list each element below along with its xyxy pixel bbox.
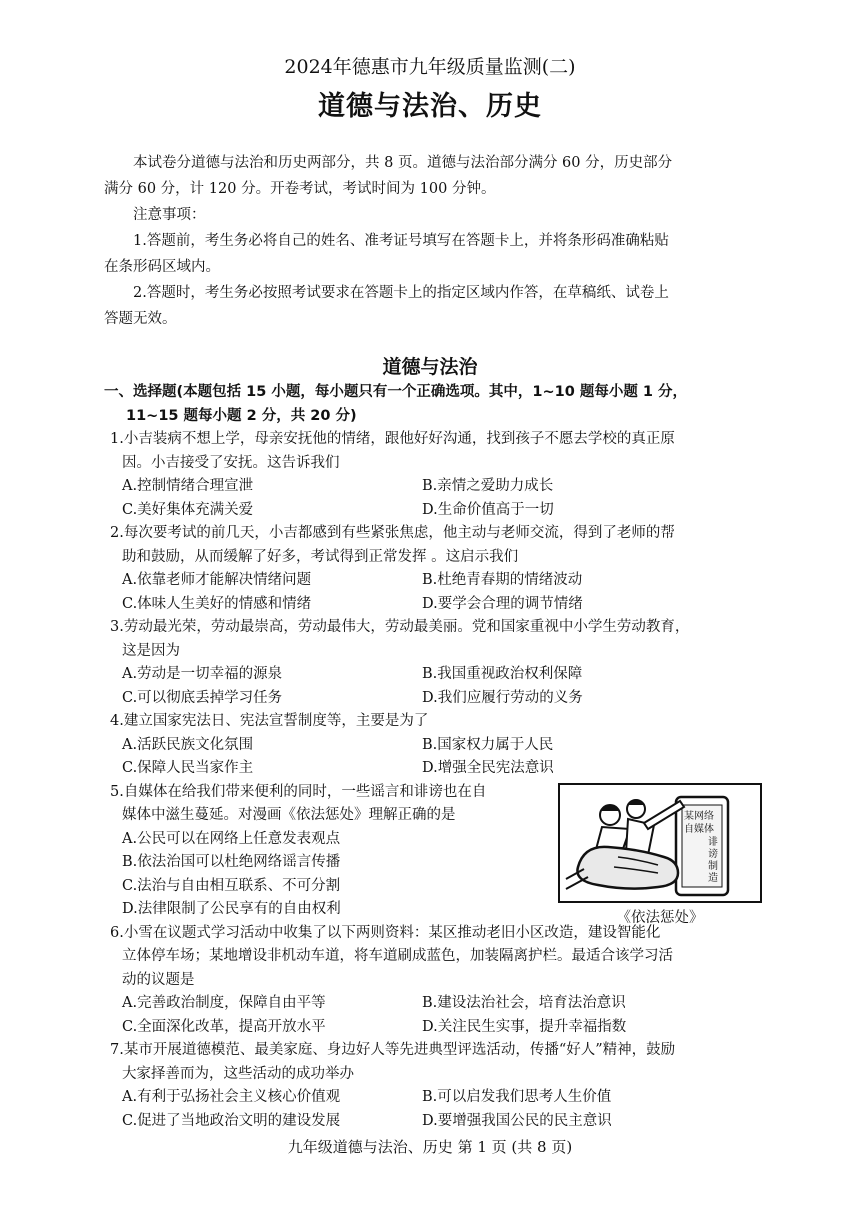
question-stem: 立体停车场；某地增设非机动车道，将车道刷成蓝色，加装隔离护栏。最适合该学习活 (122, 948, 673, 964)
option-a: A.依靠老师才能解决情绪问题 (122, 572, 312, 588)
question-stem: 2.每次要考试的前几天，小吉都感到有些紧张焦虑，他主动与老师交流，得到了老师的帮 (110, 525, 675, 541)
question-stem: 5.自媒体在给我们带来便利的同时，一些谣言和诽谤也在自 (110, 783, 487, 800)
cartoon-caption: 《依法惩处》 (616, 909, 704, 926)
cartoon-label: 自媒体 (684, 823, 714, 835)
notice-label: 注意事项： (133, 207, 206, 223)
option-b: B.杜绝青春期的情绪波动 (422, 572, 583, 588)
option-c: C.保障人民当家作主 (122, 760, 254, 776)
option-b: B.国家权力属于人民 (422, 736, 554, 753)
option-c: C.法治与自由相互联系、不可分割 (122, 877, 341, 894)
option-d: D.我们应履行劳动的义务 (422, 689, 583, 706)
question-6 (110, 922, 770, 1040)
question-list (110, 428, 770, 1133)
option-a: A.完善政治制度，保障自由平等 (122, 995, 326, 1011)
question-stem: 7.某市开展道德模范、最美家庭、身边好人等先进典型评选活动，传播“好人”精神，鼓励 (110, 1042, 676, 1058)
option-d: D.关注民生实事，提升幸福指数 (422, 1018, 627, 1035)
option-c: C.美好集体充满关爱 (122, 501, 254, 518)
question-stem: 6.小雪在议题式学习活动中收集了以下两则资料：某区推动老旧小区改造，建设智能化 (110, 924, 661, 941)
question-stem: 因。小吉接受了安抚。这告诉我们 (122, 454, 340, 471)
question-2 (110, 522, 770, 616)
question-stem: 媒体中滋生蔓延。对漫画《依法惩处》理解正确的是 (122, 807, 456, 823)
option-d: D.生命价值高于一切 (422, 501, 554, 518)
exam-subtitle: 2024年德惠市九年级质量监测(二) (284, 56, 576, 78)
option-a: A.劳动是一切幸福的源泉 (122, 666, 283, 682)
question-stem: 动的议题是 (122, 971, 195, 988)
part-title-line: 一、选择题(本题包括 15 小题，每小题只有一个正确选项。其中，1~10 题每小题 1 分， (104, 384, 688, 400)
question-4 (110, 710, 770, 781)
option-b: B.依法治国可以杜绝网络谣言传播 (122, 854, 341, 870)
cartoon-label: 制 (708, 860, 718, 872)
cartoon-label: 诽 (708, 836, 718, 848)
option-a: A.活跃民族文化氛围 (122, 736, 254, 753)
question-stem: 大家择善而为，这些活动的成功举办 (122, 1065, 354, 1082)
option-a: A.有利于弘扬社会主义核心价值观 (122, 1089, 341, 1105)
option-a: A.控制情绪合理宣泄 (122, 478, 254, 494)
cartoon-label: 某网络 (684, 810, 714, 822)
option-b: B.我国重视政治权利保障 (422, 666, 583, 682)
cartoon-label: 谤 (708, 848, 718, 860)
option-a: A.公民可以在网络上任意发表观点 (122, 830, 341, 847)
question-7 (110, 1039, 770, 1133)
notice-item: 在条形码区域内。 (104, 259, 220, 275)
question-5 (110, 781, 770, 926)
option-d: D.要学会合理的调节情绪 (422, 595, 583, 612)
option-d: D.法律限制了公民享有的自由权利 (122, 901, 341, 917)
question-stem: 助和鼓励，从而缓解了好多，考试得到正常发挥 。这启示我们 (122, 548, 519, 565)
option-b: B.亲情之爱助力成长 (422, 478, 554, 494)
part-title (104, 380, 784, 428)
question-stem: 3.劳动最光荣，劳动最崇高，劳动最伟大，劳动最美丽。党和国家重视中小学生劳动教育， (110, 619, 690, 635)
option-c: C.促进了当地政治文明的建设发展 (122, 1112, 341, 1129)
option-d: D.增强全民宪法意识 (422, 760, 554, 776)
page-footer: 九年级道德与法治、历史 第 1 页 (共 8 页) (287, 1138, 573, 1156)
question-3 (110, 616, 770, 710)
option-c: C.全面深化改革，提高开放水平 (122, 1018, 326, 1035)
intro-line: 本试卷分道德与法治和历史两部分，共 8 页。道德与法治部分满分 60 分，历史部分 (133, 155, 673, 171)
part-title-line: 11~15 题每小题 2 分，共 20 分) (126, 408, 357, 424)
question-1 (110, 428, 770, 522)
intro-line: 满分 60 分，计 120 分。开卷考试，考试时间为 100 分钟。 (104, 181, 496, 197)
exam-title: 道德与法治、历史 (318, 91, 542, 122)
notice-item: 答题无效。 (104, 311, 177, 327)
cartoon-label: 造 (708, 872, 718, 884)
option-b: B.建设法治社会，培育法治意识 (422, 995, 626, 1011)
section-heading: 道德与法治 (382, 356, 478, 378)
question-stem: 这是因为 (122, 642, 180, 659)
option-d: D.要增强我国公民的民主意识 (422, 1112, 612, 1129)
instructions (104, 150, 764, 332)
option-b: B.可以启发我们思考人生价值 (422, 1089, 612, 1105)
notice-item: 1.答题前，考生务必将自己的姓名、准考证号填写在答题卡上，并将条形码准确粘贴 (133, 233, 669, 249)
option-c: C.可以彻底丢掉学习任务 (122, 689, 283, 706)
notice-item: 2.答题时，考生务必按照考试要求在答题卡上的指定区域内作答，在草稿纸、试卷上 (133, 285, 669, 301)
question-stem: 1.小吉装病不想上学，母亲安抚他的情绪，跟他好好沟通，找到孩子不愿去学校的真正原 (110, 431, 675, 447)
cartoon-illustration (558, 783, 762, 903)
question-stem: 4.建立国家宪法日、宪法宣誓制度等，主要是为了 (110, 713, 429, 729)
option-c: C.体味人生美好的情感和情绪 (122, 595, 312, 612)
